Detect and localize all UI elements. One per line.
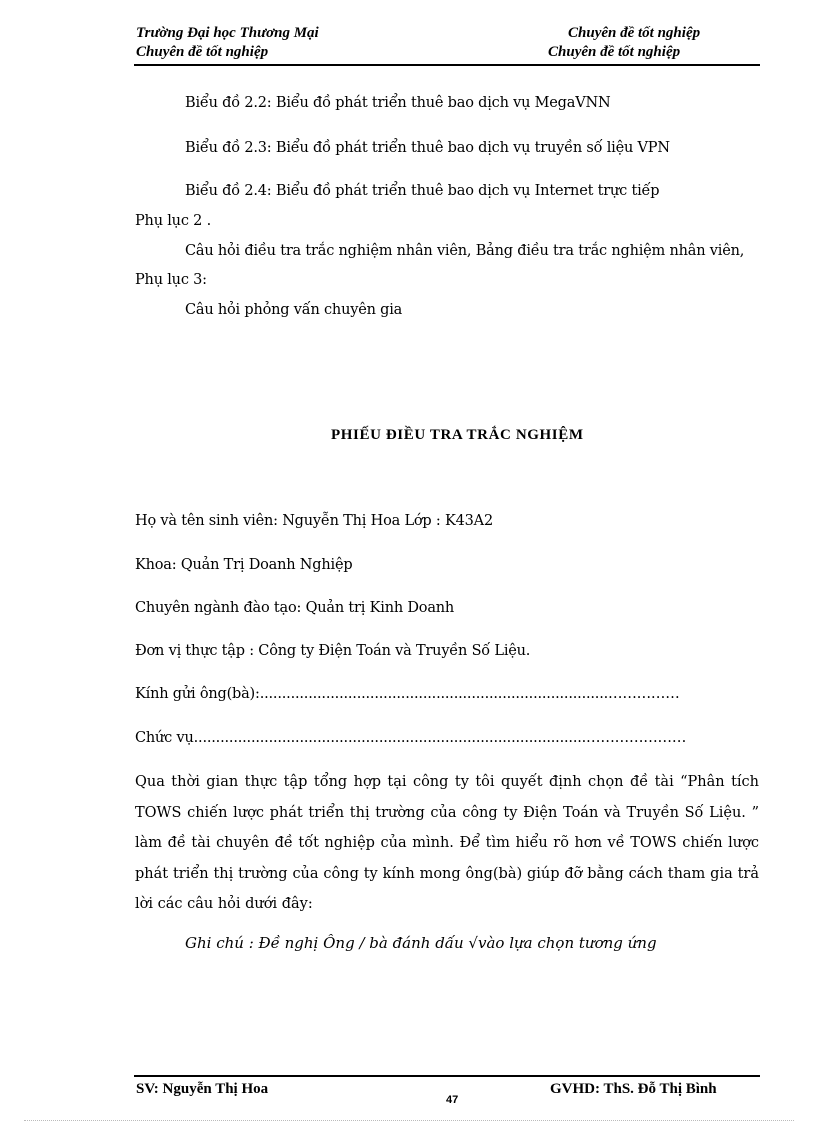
appendix-3-content: Câu hỏi phỏng vấn chuyên gia [185, 302, 403, 318]
appendix-chart-2-2: Biểu đồ 2.2: Biểu đồ phát triển thuê bao dịch vụ MegaVNN [185, 95, 611, 111]
page-edge [24, 1120, 794, 1121]
header-rule [134, 64, 760, 66]
header-subtitle-left: Chuyên đề tốt nghiệp [136, 44, 269, 60]
recipient-field: Kính gửi ông(bà):...............................................................................…………… [135, 686, 680, 702]
position-field: Chức vụ.........................................................................................………………… [135, 730, 687, 746]
appendix-2-label: Phụ lục 2 . [135, 213, 211, 229]
header-school: Trường Đại học Thương Mại [136, 25, 319, 41]
faculty-info: Khoa: Quản Trị Doanh Nghiệp [135, 557, 353, 573]
appendix-3-label: Phụ lục 3: [135, 272, 207, 288]
internship-info: Đơn vị thực tập : Công ty Điện Toán và Truyền Số Liệu. [135, 643, 531, 659]
appendix-chart-2-4: Biểu đồ 2.4: Biểu đồ phát triển thuê bao dịch vụ Internet trực tiếp [185, 183, 660, 199]
header-title-right: Chuyên đề tốt nghiệp [568, 25, 701, 41]
instruction-note: Ghi chú : Đề nghị Ông / bà đánh dấu √vào lựa chọn tương ứng [185, 934, 657, 952]
appendix-2-content: Câu hỏi điều tra trắc nghiệm nhân viên, Bảng điều tra trắc nghiệm nhân viên, [185, 243, 745, 259]
appendix-chart-2-3: Biểu đồ 2.3: Biểu đồ phát triển thuê bao dịch vụ truyền số liệu VPN [185, 140, 670, 156]
footer-student: SV: Nguyễn Thị Hoa [136, 1081, 269, 1097]
header-subtitle-right: Chuyên đề tốt nghiệp [548, 44, 681, 60]
student-info: Họ và tên sinh viên: Nguyễn Thị Hoa Lớp : K43A2 [135, 513, 493, 529]
page-number: 47 [446, 1094, 459, 1106]
footer-rule [134, 1075, 760, 1077]
intro-paragraph: Qua thời gian thực tập tổng hợp tại công ty tôi quyết định chọn đề tài “Phân tích TOWS chiến lược phát triển thị trường của công ty Điện Toán và Truyền Số Liệu. ” làm đề tài chuyên đề tốt nghiệp của mình. Để tìm hiểu rõ hơn về TOWS chiến lược phát triển thị trường của công ty kính mong ông(bà) giúp đỡ bằng cách tham gia trả lời các câu hỏi dưới đây: [135, 774, 759, 912]
footer-advisor: GVHD: ThS. Đỗ Thị Bình [550, 1081, 717, 1097]
survey-title: PHIẾU ĐIỀU TRA TRẮC NGHIỆM [331, 427, 584, 443]
major-info: Chuyên ngành đào tạo: Quản trị Kinh Doanh [135, 600, 455, 616]
